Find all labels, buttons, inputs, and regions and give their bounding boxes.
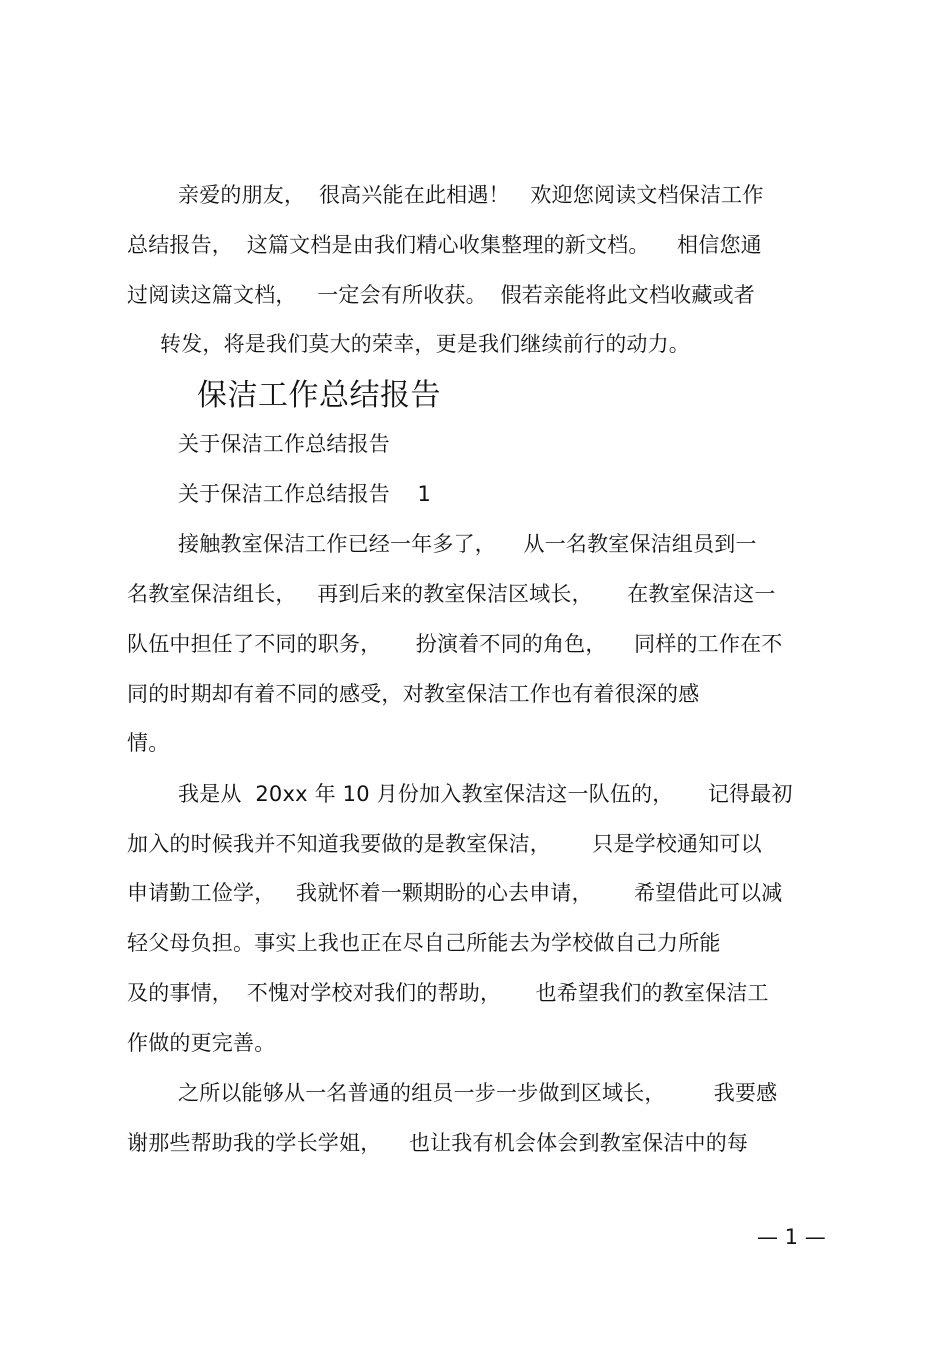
body-line-5: 情。 xyxy=(127,731,170,755)
intro-line-3: 过阅读这篇文档， 一定会有所收获。 假若亲能将此文档收藏或者 xyxy=(127,283,755,307)
body-line-8: 申请勤工俭学， 我就怀着一颗期盼的心去申请， 希望借此可以减 xyxy=(127,881,783,905)
body-line-9: 轻父母负担。事实上我也正在尽自己所能去为学校做自己力所能 xyxy=(127,931,721,955)
body-line-11: 作做的更完善。 xyxy=(127,1031,276,1055)
section-heading: 关于保洁工作总结报告 1 xyxy=(178,482,432,506)
body-line-1: 接触教室保洁工作已经一年多了， 从一名教室保洁组员到一 xyxy=(178,532,757,556)
body-line-13: 谢那些帮助我的学长学姐， 也让我有机会体会到教室保洁中的每 xyxy=(127,1131,749,1155)
body-line-6: 我是从 20xx 年 10 月份加入教室保洁这一队伍的， 记得最初 xyxy=(178,782,793,806)
body-line-10: 及的事情， 不愧对学校对我们的帮助， 也希望我们的教室保洁工 xyxy=(127,981,769,1005)
intro-line-2: 总结报告， 这篇文档是由我们精心收集整理的新文档。 相信您通 xyxy=(127,233,762,257)
body-line-3: 队伍中担任了不同的职务， 扮演着不同的角色， 同样的工作在不 xyxy=(127,632,783,656)
body-line-12: 之所以能够从一名普通的组员一步一步做到区域长， 我要感 xyxy=(178,1081,778,1105)
document-title: 保洁工作总结报告 xyxy=(197,378,441,413)
intro-line-1: 亲爱的朋友， 很高兴能在此相遇！ 欢迎您阅读文档保洁工作 xyxy=(178,183,764,207)
page-number: — 1 — xyxy=(757,1225,826,1249)
intro-line-4: 转发，将是我们莫大的荣幸，更是我们继续前行的动力。 xyxy=(160,332,690,356)
body-line-2: 名教室保洁组长， 再到后来的教室保洁区域长， 在教室保洁这一 xyxy=(127,582,776,606)
body-line-4: 同的时期却有着不同的感受，对教室保洁工作也有着很深的感 xyxy=(127,682,700,706)
document-subtitle: 关于保洁工作总结报告 xyxy=(178,432,390,456)
body-line-7: 加入的时候我并不知道我要做的是教室保洁， 只是学校通知可以 xyxy=(127,832,762,856)
